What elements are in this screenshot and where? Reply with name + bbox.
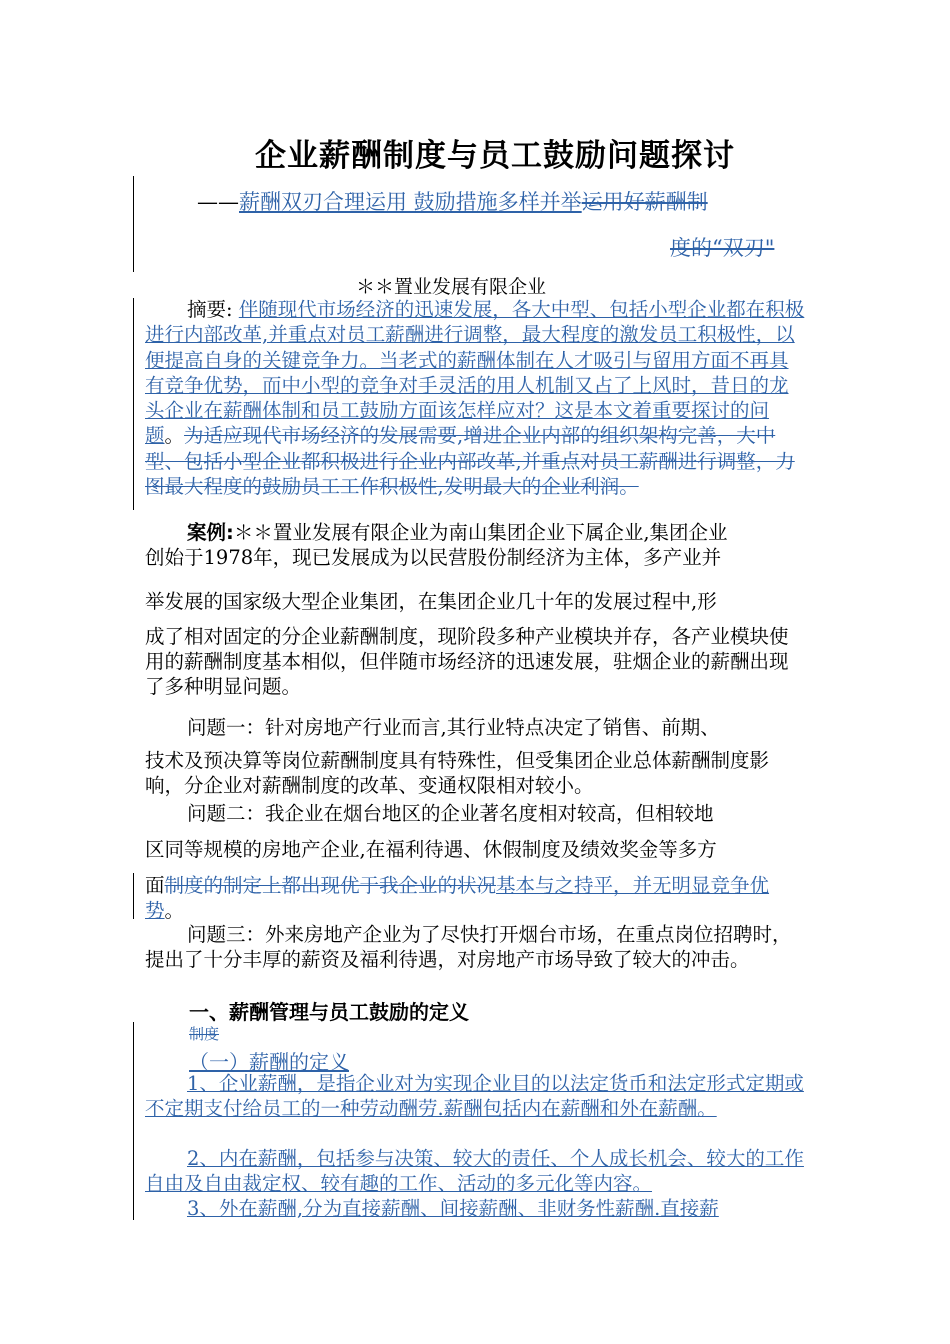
change-bar (133, 176, 134, 272)
definition-item-2: 2、内在薪酬，包括参与决策、较大的责任、个人成长机会、较大的工作自由及自由裁定权、较有趣的工作、活动的多元化等内容。 (145, 1147, 804, 1195)
case-line-3: 举发展的国家级大型企业集团，在集团企业几十年的发展过程中,形 (145, 590, 717, 613)
section-heading-1: 一、薪酬管理与员工鼓励的定义 (189, 1000, 469, 1024)
case-line-1: ＊＊置业发展有限企业为南山集团企业下属企业,集团企业 (233, 521, 728, 544)
problem-2-plain: 面 (145, 874, 165, 897)
subtitle-line-1 (197, 186, 708, 216)
subsection-heading: （一）薪酬的定义 (189, 1050, 349, 1074)
problem-3: 问题三：外来房地产企业为了尽快打开烟台市场，在重点岗位招聘时，提出了十分丰厚的薪资及福利待遇，对房地产市场导致了较大的冲击。 (145, 923, 792, 971)
problem-2-line-2: 区同等规模的房地产企业,在福利待遇、休假制度及绩效奖金等多方 (145, 838, 717, 861)
abstract (145, 297, 805, 499)
problem-2-insertion: 基本与之持平，并无明显竞争优势 (145, 874, 770, 922)
definition-item-3: 3、外在薪酬,分为直接薪酬、间接薪酬、非财务性薪酬.直接薪 (187, 1197, 719, 1220)
subtitle-prefix: —— (197, 190, 239, 214)
company-name: ＊＊置业发展有限企业 (356, 276, 547, 298)
change-bar (133, 298, 134, 510)
abstract-period: 。 (164, 424, 185, 448)
case-paragraph-start (145, 520, 805, 570)
subtitle-deletion-2: 度的“双刃" (670, 236, 775, 260)
abstract-label: 摘要: (187, 298, 233, 321)
problem-2-line-1: 问题二：我企业在烟台地区的企业著名度相对较高，但相较地 (187, 802, 714, 825)
subtitle-insertion: 薪酬双刃合理运用 鼓励措施多样并举 (239, 190, 582, 214)
document-title: 企业薪酬制度与员工鼓励问题探讨 (255, 138, 735, 174)
section-heading-deletion: 制度 (189, 1025, 220, 1043)
problem-2-end: 。 (164, 899, 185, 922)
subtitle-line-2 (670, 232, 774, 262)
change-bar (133, 873, 134, 919)
abstract-deletion: 为适应现代市场经济的发展需要,增进企业内部的组织架构完善，大中型、包括小型企业都积极进行企业内部改革,并重点对员工薪酬进行调整，力图最大程度的鼓励员工工作积极性,发明最大的企业利润。 (145, 424, 795, 499)
case-label: 案例: (187, 521, 234, 544)
problem-1-line-1: 问题一：针对房地产行业而言,其行业特点决定了销售、前期、 (187, 716, 720, 739)
problem-2-deletion: 制度的制定上都出现优于我企业的状况 (164, 874, 497, 897)
case-line-2: 创始于1978年，现已发展成为以民营股份制经济为主体，多产业并 (145, 546, 722, 569)
subtitle-deletion: 运用好薪酬制 (581, 190, 708, 214)
problem-1-line-2: 技术及预决算等岗位薪酬制度具有特殊性，但受集团企业总体薪酬制度影响，分企业对薪酬制度的改革、变通权限相对较小。 (145, 749, 770, 797)
abstract-insertion: 伴随现代市场经济的迅速发展，各大中型、包括小型企业都在积极进行内部改革,并重点对员工薪酬进行调整，最大程度的激发员工积极性，以便提高自身的关键竞争力。当老式的薪酬体制在人才吸引与留用方面不再具有竞争优势，而中小型的竞争对手灵活的用人机制又占了上风时，昔日的龙头企业在薪酬体制和员工鼓励方面该怎样应对？这是本文着重要探讨的问题 (145, 298, 805, 448)
case-line-4: 成了相对固定的分企业薪酬制度，现阶段多种产业模块并存，各产业模块使用的薪酬制度基本相似，但伴随市场经济的迅速发展，驻烟企业的薪酬出现了多种明显问题。 (145, 625, 789, 698)
change-bar (133, 1022, 134, 1220)
problem-2-line-3 (145, 873, 805, 923)
definition-item-1: 1、企业薪酬，是指企业对为实现企业目的以法定货币和法定形式定期或不定期支付给员工的一种劳动酬劳.薪酬包括内在薪酬和外在薪酬。 (145, 1072, 804, 1120)
